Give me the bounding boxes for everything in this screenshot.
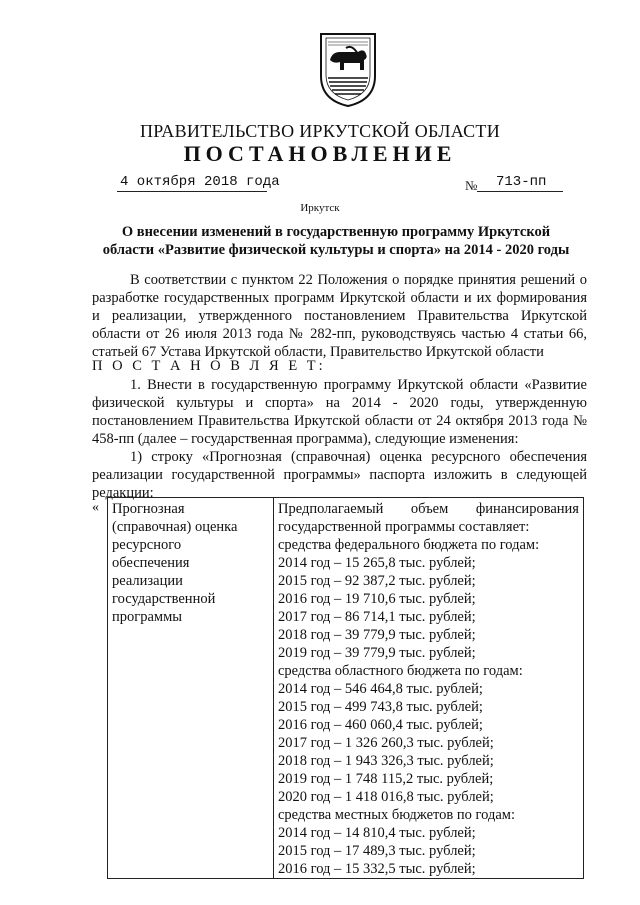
regional-budget-line: 2019 год – 1 748 115,2 тыс. рублей; [278, 771, 494, 787]
local-budget-header: средства местных бюджетов по годам: [278, 807, 515, 823]
federal-budget-line: 2018 год – 39 779,9 тыс. рублей; [278, 627, 476, 643]
city-name: Иркутск [300, 202, 340, 214]
intro-word: объем [410, 501, 449, 517]
table-row [108, 498, 584, 879]
number-sign: № [465, 178, 478, 193]
document-date: 4 октября 2018 года [120, 174, 280, 190]
date-underline [117, 191, 267, 192]
passport-table [107, 497, 584, 879]
label-line: программы [112, 609, 182, 625]
preamble-paragraph: В соответствии с пунктом 22 Положения о порядке принятия решений о разработке государственных программ Иркутской области и их формирования и реализации, утвержденного постановлением Правительства Иркутской области от 26 июля 2013 года № 282-пп, руководствуясь частью 4 статьи 66, статьей 67 Устава Иркутской области, Правительство Иркутской области [92, 272, 587, 360]
document-type: ПОСТАНОВЛЕНИЕ [183, 141, 457, 166]
regional-budget-header: средства областного бюджета по годам: [278, 663, 523, 679]
document-number: 713-пп [496, 174, 547, 190]
intro-word: Предполагаемый [278, 501, 384, 517]
label-line: Прогнозная [112, 501, 185, 517]
coat-of-arms-emblem [318, 30, 378, 108]
regional-budget-line: 2015 год – 499 743,8 тыс. рублей; [278, 699, 483, 715]
table-cell-content [274, 498, 584, 879]
regional-budget-line: 2017 год – 1 326 260,3 тыс. рублей; [278, 735, 494, 751]
item-1-1-paragraph: 1) строку «Прогнозная (справочная) оценка ресурсного обеспечения реализации государственной программы» паспорта изложить в следующей редакции: [92, 449, 587, 501]
label-line: реализации [112, 573, 183, 589]
table-cell-label [108, 498, 274, 879]
open-quote-mark: « [92, 500, 99, 515]
federal-budget-line: 2014 год – 15 265,8 тыс. рублей; [278, 555, 476, 571]
resolves-heading: П О С Т А Н О В Л Я Е Т: [92, 358, 326, 374]
federal-budget-line: 2017 год – 86 714,1 тыс. рублей; [278, 609, 476, 625]
document-title: О внесении изменений в государственную программу Иркутской области «Развитие физической культуры и спорта» на 2014 - 2020 годы [102, 224, 570, 258]
federal-budget-line: 2016 год – 19 710,6 тыс. рублей; [278, 591, 476, 607]
regional-budget-line: 2020 год – 1 418 016,8 тыс. рублей; [278, 789, 494, 805]
regional-budget-line: 2016 год – 460 060,4 тыс. рублей; [278, 717, 483, 733]
local-budget-line: 2016 год – 15 332,5 тыс. рублей; [278, 861, 476, 877]
regional-budget-line: 2014 год – 546 464,8 тыс. рублей; [278, 681, 483, 697]
regional-budget-line: 2018 год – 1 943 326,3 тыс. рублей; [278, 753, 494, 769]
intro-rest: государственной программы составляет: [278, 519, 530, 535]
government-name: ПРАВИТЕЛЬСТВО ИРКУТСКОЙ ОБЛАСТИ [139, 121, 501, 141]
federal-budget-line: 2019 год – 39 779,9 тыс. рублей; [278, 645, 476, 661]
item-1-paragraph: 1. Внести в государственную программу Иркутской области «Развитие физической культуры и спорта» на 2014 - 2020 годы, утвержденную постановлением Правительства Иркутской области от 24 октября 2013 года № 458-пп (далее – государственная программа), следующие изменения: [92, 377, 587, 447]
label-line: обеспечения [112, 555, 190, 571]
local-budget-line: 2015 год – 17 489,3 тыс. рублей; [278, 843, 476, 859]
intro-line [278, 500, 579, 518]
label-line: государственной [112, 591, 216, 607]
label-line: ресурсного [112, 537, 182, 553]
federal-budget-line: 2015 год – 92 387,2 тыс. рублей; [278, 573, 476, 589]
federal-budget-header: средства федерального бюджета по годам: [278, 537, 540, 553]
local-budget-line: 2014 год – 14 810,4 тыс. рублей; [278, 825, 476, 841]
number-underline [477, 191, 563, 192]
intro-word: финансирования [475, 501, 579, 517]
label-line: (справочная) оценка [112, 519, 238, 535]
